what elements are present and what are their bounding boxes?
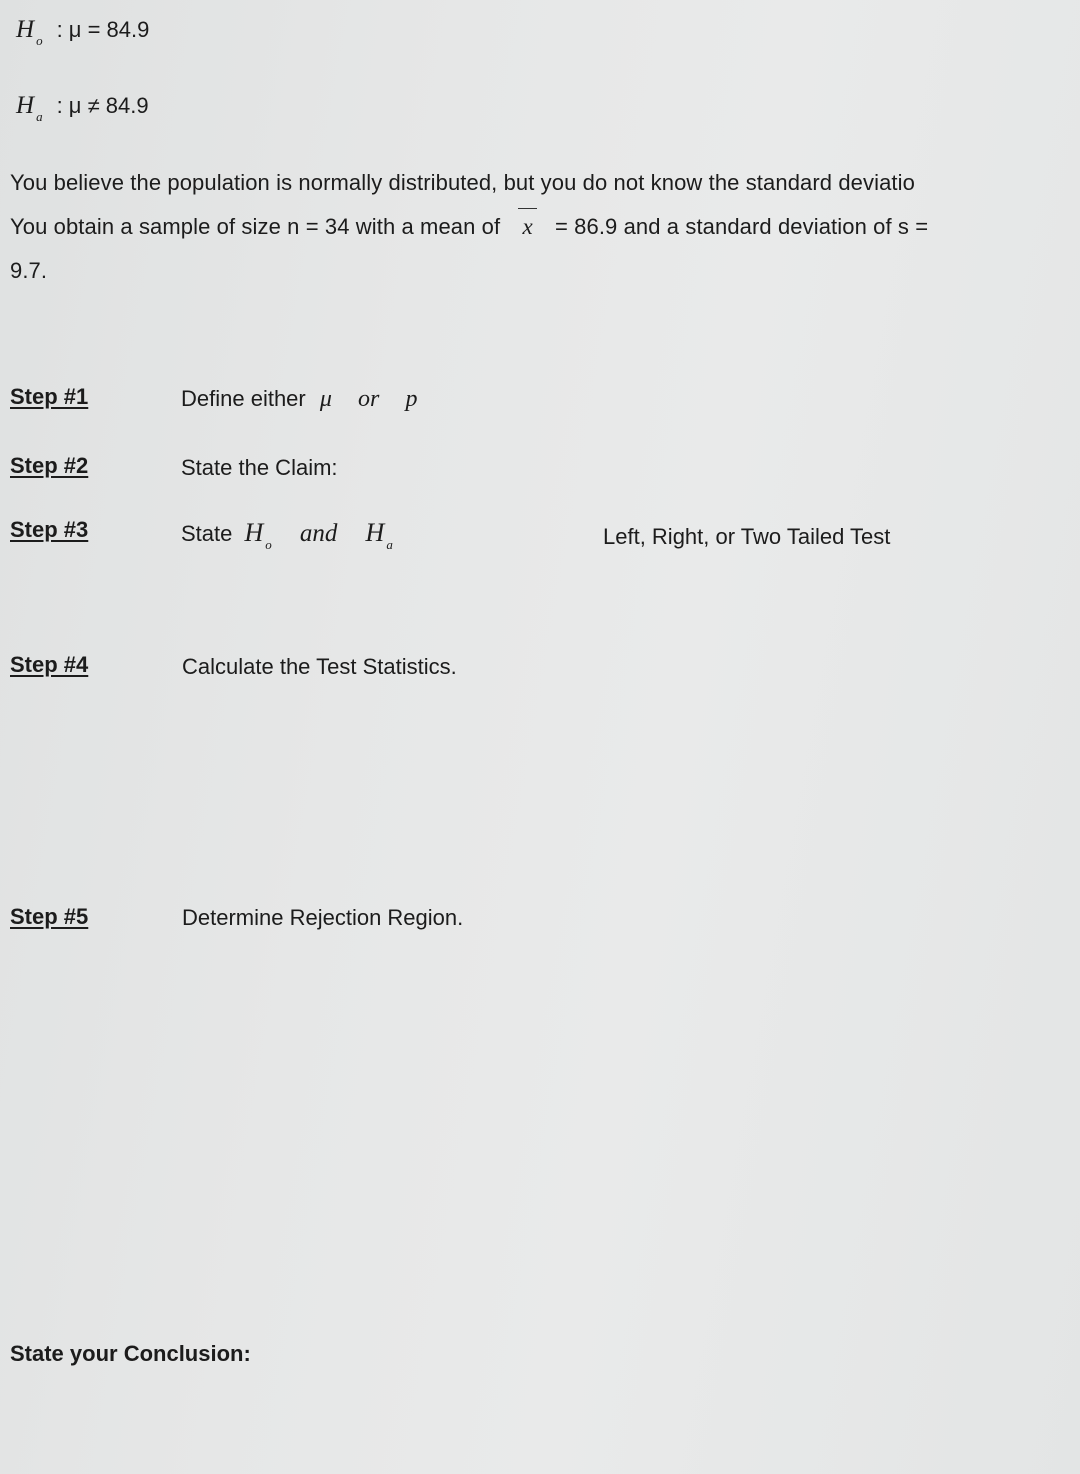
step-3-text — [181, 518, 393, 552]
tail-type-prompt: Left, Right, or Two Tailed Test — [603, 524, 891, 549]
bleed-through-text — [190, 280, 196, 303]
p-symbol: p — [405, 386, 418, 412]
alt-hypothesis-relation: : μ ≠ 84.9 — [56, 93, 149, 118]
ho-subscript: o — [265, 537, 272, 552]
problem-line-2-before: You obtain a sample of size n = 34 with a mean of — [10, 214, 501, 239]
ho-symbol: H — [244, 518, 264, 547]
null-hypothesis-symbol: H — [16, 16, 35, 43]
or-word: or — [358, 386, 380, 412]
step-3-instruction: State — [181, 521, 233, 546]
step-5-label: Step #5 — [10, 904, 89, 929]
alt-hypothesis-subscript: a — [36, 109, 43, 124]
null-hypothesis-relation: : μ = 84.9 — [56, 17, 150, 42]
step-1-label: Step #1 — [10, 384, 89, 409]
alternative-hypothesis — [16, 92, 149, 124]
alt-hypothesis-symbol: H — [16, 92, 35, 119]
step-4-text: Calculate the Test Statistics. — [182, 654, 457, 679]
step-5-text: Determine Rejection Region. — [182, 905, 464, 930]
step-2-text: State the Claim: — [181, 455, 338, 480]
step-1-text — [181, 386, 418, 413]
problem-line-2 — [10, 214, 928, 240]
step-1-instruction: Define either — [181, 386, 306, 411]
step-2-label: Step #2 — [10, 453, 89, 478]
problem-line-2-after: = 86.9 and a standard deviation of s = — [554, 214, 929, 239]
problem-line-3: 9.7. — [10, 258, 48, 283]
sample-mean-symbol: x — [518, 214, 536, 240]
mu-symbol: μ — [319, 386, 332, 412]
null-hypothesis — [16, 16, 150, 48]
conclusion-label: State your Conclusion: — [10, 1341, 251, 1366]
ha-subscript: a — [386, 537, 393, 552]
and-word: and — [299, 520, 338, 547]
step-3-label: Step #3 — [10, 517, 89, 542]
problem-line-1: You believe the population is normally distributed, but you do not know the standard deviatio — [10, 170, 915, 195]
step-4-label: Step #4 — [10, 652, 89, 677]
null-hypothesis-subscript: o — [36, 33, 43, 48]
ha-symbol: H — [365, 518, 385, 547]
